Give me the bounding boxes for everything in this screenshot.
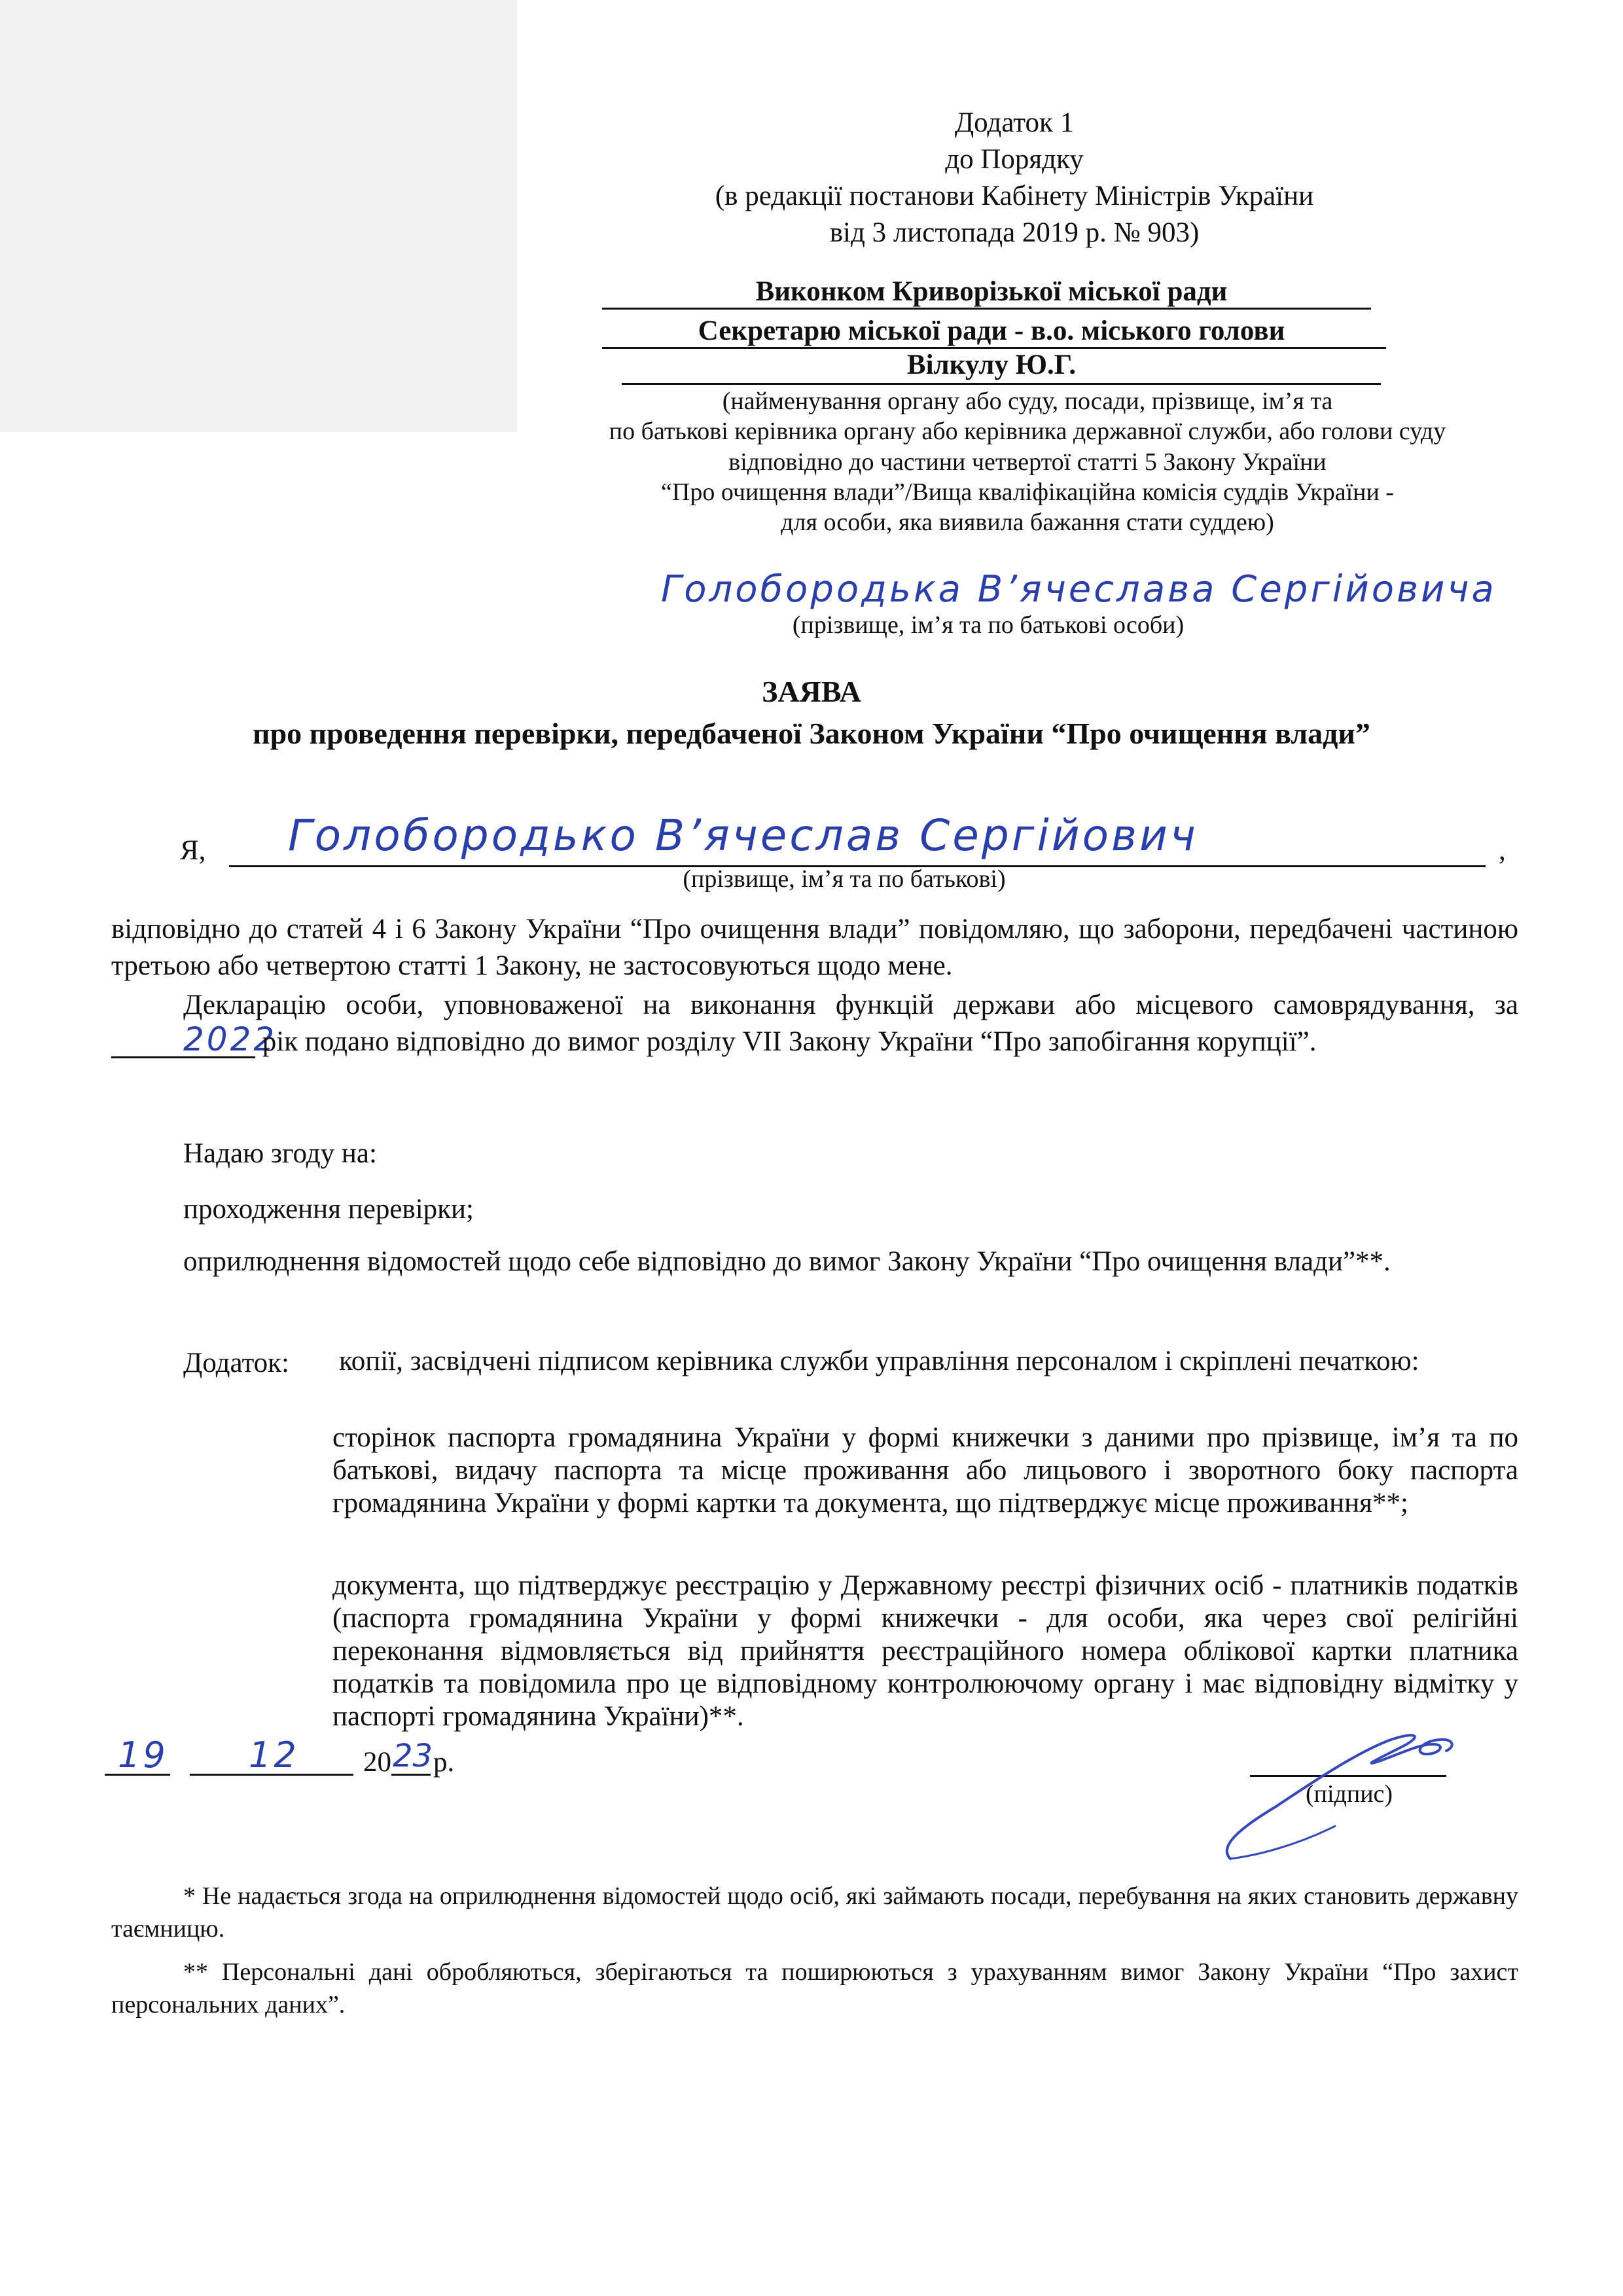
addressee-line-1: Виконком Криворізької міської ради [755,276,1228,307]
footnote-1: * Не надається згода на оприлюднення відомостей щодо осіб, які займають посади, перебування на яких становить державну таємницю. [111,1882,1518,1943]
i-prefix: Я, [180,835,206,866]
consent-item-2: оприлюднення відомостей щодо себе відповідно до вимог Закону України “Про очищення влади”**. [183,1246,1391,1277]
addressee-underline-3 [622,383,1381,385]
addressee-line-2: Секретарю міської ради - в.о. міського голови [698,315,1285,346]
date-month: 12 [249,1734,299,1776]
i-handwritten-name: Голобородько В’ячеслав Сергійович [288,810,1198,861]
date-year-prefix: 20 [363,1747,391,1778]
footnote-2: ** Персональні дані обробляються, зберігаються та поширюються з урахуванням вимог Закону України “Про захист персональних даних”. [111,1958,1518,2018]
signature-caption: (підпис) [1306,1780,1393,1808]
i-caption: (прізвище, ім’я та по батькові) [683,865,1006,893]
addressee-note-line-3: відповідно до частини четвертої статті 5 Закону України [728,448,1327,476]
header-line-3: (в редакції постанови Кабінету Міністрів України [715,180,1314,211]
header-line-1: Додаток 1 [954,107,1075,138]
document-title: ЗАЯВА [762,675,861,708]
addressee-note-line-4: “Про очищення влади”/Вища кваліфікаційна комісія суддів України - [661,478,1394,507]
scan-shadow [0,0,517,432]
addressee-note-line-5: для особи, яка виявила бажання стати суддею) [781,509,1274,537]
attachment-item-2: документа, що підтверджує реєстрацію у Державному реєстрі фізичних осіб - платників податків (паспорта громадянина України у формі книжечки - для особи, яка через свої релігійні переконання відмовляється від прийняття реєстраційного номера облікової картки платника податків та повідомила про це відповідному контролюючому органу і має відповідну відмітку у паспорті громадянина України)**. [332,1570,1518,1732]
addressee-line-3: Вілкулу Ю.Г. [906,350,1077,380]
addressee-note [471,386,1584,538]
date-suffix: р. [433,1747,455,1778]
consent-heading: Надаю згоду на: [183,1138,377,1169]
paragraph-1: відповідно до статей 4 і 6 Закону України “Про очищення влади” повідомляю, що заборони, передбачені частиною третьою або четвертою статті 1 Закону, не застосовуються щодо мене. [111,914,1518,981]
paragraph-2-part-a: Декларацію особи, уповноваженої на виконання функцій держави або місцевого самоврядування, за [183,990,1518,1020]
declaration-year-field [111,1020,277,1058]
addressee-note-line-1: (найменування органу або суду, посади, прізвище, ім’я та [722,387,1333,415]
declaration-year: 2022 [183,1020,277,1058]
date-day: 19 [118,1734,168,1776]
addressee-note-line-2: по батькові керівника органу або керівника державної служби, або голови суду [609,418,1446,446]
applicant-caption: (прізвище, ім’я та по батькові особи) [792,611,1185,639]
paragraph-2 [111,987,1518,1060]
attachment-item-1: сторінок паспорта громадянина України у формі книжечки з даними про прізвище, ім’я та по батькові, видачу паспорта та місце проживання або лицьового і зворотного боку паспорта громадянина України у формі картки та документа, що підтверджує місце проживання**; [332,1422,1518,1518]
paragraph-2-part-b: рік подано відповідно до вимог розділу VII Закону України “Про запобігання корупції”. [262,1026,1317,1057]
addressee-underline-1 [602,308,1371,310]
applicant-handwritten-name: Голобородька В’ячеслава Сергійовича [661,568,1497,611]
consent-item-1: проходження перевірки; [183,1194,474,1225]
attachment-item-0: копії, засвідчені підписом керівника служби управління персоналом і скріплені печаткою: [339,1346,1419,1376]
header-line-2: до Порядку [945,143,1084,175]
header-block [628,105,1400,251]
date-year-suffix: 23 [393,1738,433,1774]
attachment-label: Додаток: [183,1348,290,1378]
i-suffix: , [1499,835,1506,866]
header-line-4: від 3 листопада 2019 р. № 903) [829,217,1200,248]
document-subtitle: про проведення перевірки, передбаченої Законом України “Про очищення влади” [253,717,1370,750]
